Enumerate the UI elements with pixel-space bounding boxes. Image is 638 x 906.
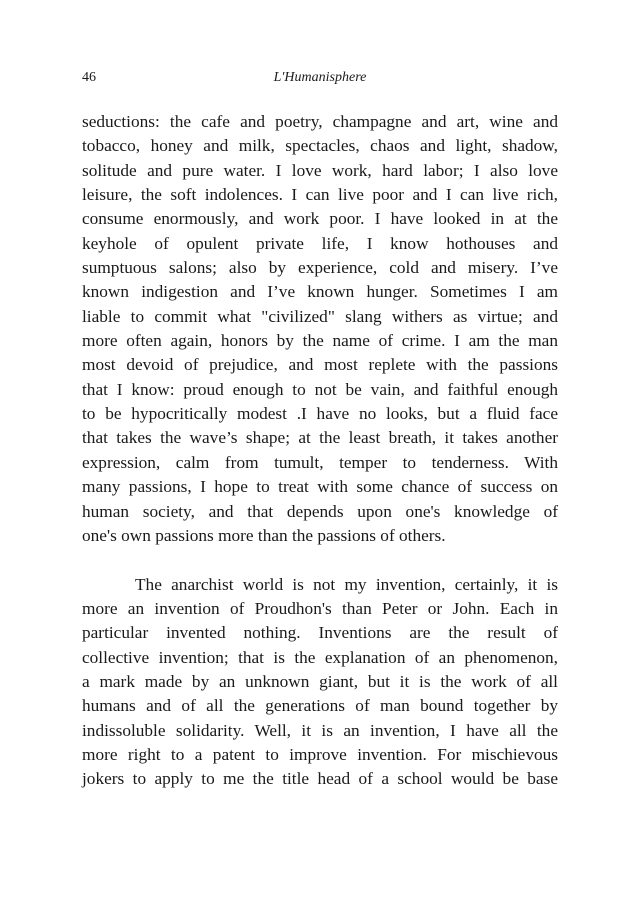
paragraph-2 bbox=[82, 573, 558, 792]
text-line: particular invented nothing. Inventions are the result of bbox=[82, 623, 558, 643]
text-line: solitude and pure water. I love work, hard labor; I also love bbox=[82, 160, 558, 180]
text-line: one's own passions more than the passions of others. bbox=[82, 525, 446, 545]
text-line: sumptuous salons; also by experience, cold and misery. I’ve bbox=[82, 258, 558, 278]
text-line: human society, and that depends upon one's knowledge of bbox=[82, 501, 558, 521]
text-line: known indigestion and I’ve known hunger. Sometimes I am bbox=[82, 282, 558, 302]
text-line: expression, calm from tumult, temper to tenderness. With bbox=[82, 452, 558, 472]
paragraph-1 bbox=[82, 110, 558, 548]
text-line: more often again, honors by the name of crime. I am the man bbox=[82, 331, 558, 351]
page-header bbox=[82, 70, 558, 90]
text-line: The anarchist world is not my invention, certainly, it is bbox=[135, 574, 558, 594]
text-line: consume enormously, and work poor. I have looked in at the bbox=[82, 209, 558, 229]
text-line: more right to a patent to improve invention. For mischievous bbox=[82, 744, 558, 764]
paragraph-spacer bbox=[82, 548, 558, 572]
text-line: seductions: the cafe and poetry, champagne and art, wine and bbox=[82, 112, 558, 131]
text-line: a mark made by an unknown giant, but it is the work of all bbox=[82, 671, 558, 691]
text-line: jokers to apply to me the title head of a school would be base bbox=[82, 769, 558, 789]
text-line: more an invention of Proudhon's than Peter or John. Each in bbox=[82, 598, 558, 618]
text-line: liable to commit what "civilized" slang withers as virtue; and bbox=[82, 306, 558, 326]
text-line: humans and of all the generations of man bound together by bbox=[82, 696, 558, 716]
text-line: collective invention; that is the explanation of an phenomenon, bbox=[82, 647, 558, 667]
text-line: most devoid of prejudice, and most replete with the passions bbox=[82, 355, 558, 375]
text-line: that I know: proud enough to not be vain, and faithful enough bbox=[82, 379, 558, 399]
body-text bbox=[82, 110, 558, 792]
text-line: keyhole of opulent private life, I know hothouses and bbox=[82, 233, 558, 253]
running-title: L'Humanisphere bbox=[273, 70, 367, 85]
text-line: tobacco, honey and milk, spectacles, chaos and light, shadow, bbox=[82, 136, 558, 156]
text-line: that takes the wave’s shape; at the least breath, it takes another bbox=[82, 428, 558, 448]
page-number: 46 bbox=[82, 70, 96, 85]
text-line: indissoluble solidarity. Well, it is an invention, I have all the bbox=[82, 720, 558, 740]
text-line: leisure, the soft indolences. I can live poor and I can live rich, bbox=[82, 185, 558, 205]
text-line: to be hypocritically modest .I have no looks, but a fluid face bbox=[82, 404, 558, 424]
text-line: many passions, I hope to treat with some chance of success on bbox=[82, 477, 558, 497]
